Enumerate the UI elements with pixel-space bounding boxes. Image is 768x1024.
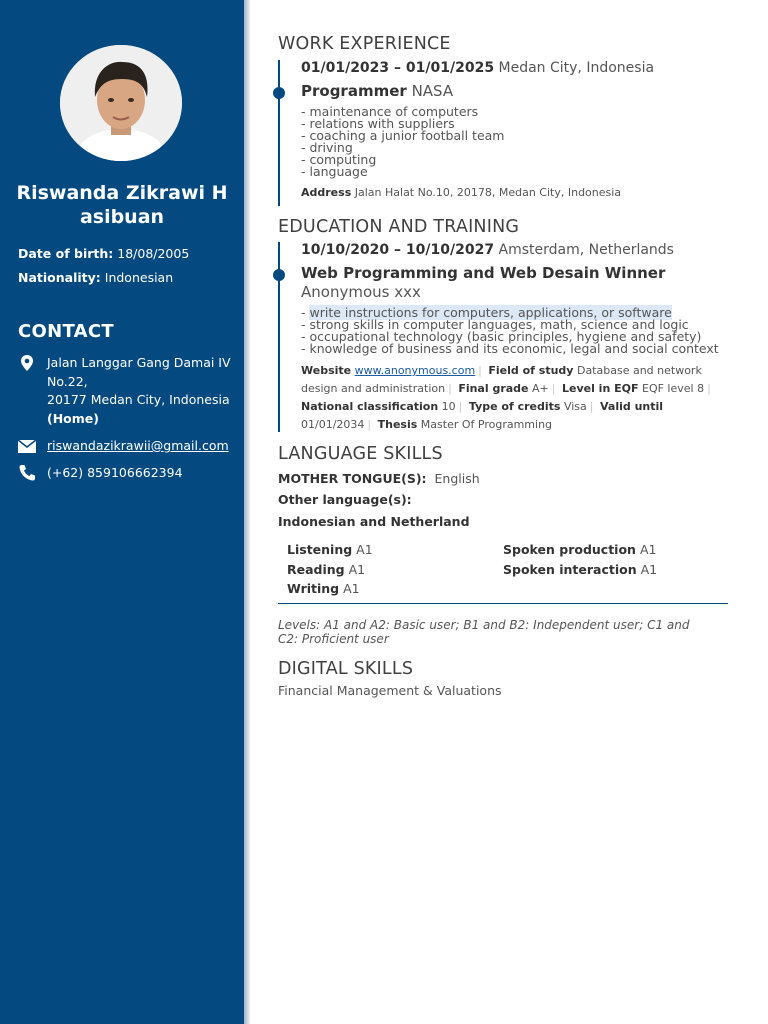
bullet-dash: - [301,305,310,320]
digital-skills-title: DIGITAL SKILLS [278,659,414,679]
work-employer: NASA [411,82,454,100]
qualification-title: Web Programming and Web Desain Winner [301,264,666,282]
field-value: Database and network design and administration [301,364,702,395]
date-of-birth [18,246,189,261]
location-pin-icon [18,354,36,372]
list-item: - knowledge of business and its economic, legal and social context [301,341,719,356]
work-address [301,184,731,202]
thesis-label: Thesis [377,418,418,431]
listening-value: A1 [356,542,373,557]
work-experience-title: WORK EXPERIENCE [278,34,451,54]
digital-skills-value: Financial Management & Valuations [278,683,502,698]
list-item: - coaching a junior football team [301,128,505,143]
education-dates [301,242,731,258]
work-date-range: 01/01/2023 – 01/01/2025 [301,60,495,76]
language-divider [278,603,728,604]
nationality [18,270,173,285]
email-icon [18,437,36,455]
grade-value: A+ [532,382,549,395]
spoken-production-skill [503,542,656,557]
eqf-label: Level in EQF [561,382,639,395]
address-line1: Jalan Langgar Gang Damai IV No.22, [47,355,231,389]
work-address-label: Address [301,186,352,199]
spoken-interaction-value: A1 [640,562,658,577]
thesis-value: Master Of Programming [420,418,553,431]
education-details: Website www.anonymous.com | Field of study Database and network design and administration | Final grade A+ | Level in EQF EQF level 8 | National classification 10 | Type of credits Visa | Valid until 01/01/2034 | Thesis Master Of Programming [301,364,711,431]
language-skills-title: LANGUAGE SKILLS [278,444,443,464]
writing-skill [287,581,360,596]
valid-label: Valid until [599,400,664,413]
nationality-value: Indonesian [104,270,174,285]
sidebar-divider [244,0,250,1024]
work-role [301,82,731,100]
other-language-value [278,514,470,529]
other-language-value-text: Indonesian and Netherland [278,514,470,529]
list-item: - occupational technology (basic principles, hygiene and safety) [301,329,702,344]
list-item: - strong skills in computer languages, math, science and logic [301,317,689,332]
listening-skill [287,542,373,557]
avatar [60,45,182,161]
list-item: - relations with suppliers [301,116,455,131]
spoken-production-label: Spoken production [503,542,636,557]
listening-label: Listening [287,542,353,557]
website-label: Website [301,364,352,377]
credits-label: Type of credits [468,400,561,413]
mother-tongue-label: MOTHER TONGUE(S): [278,471,427,486]
mother-tongue-value: English [434,471,480,486]
education-title: EDUCATION AND TRAINING [278,217,520,237]
work-role-title: Programmer [301,82,407,100]
work-timeline-dot [273,87,285,99]
dob-value: 18/08/2005 [117,246,190,261]
work-address-value: Jalan Halat No.10, 20178, Medan City, Indonesia [354,186,622,199]
education-bullets [301,307,731,355]
sidebar [0,0,244,1024]
address-line2: 20177 Medan City, Indonesia [47,392,230,407]
reading-value: A1 [348,562,366,577]
education-location: Amsterdam, Netherlands [498,242,674,258]
spoken-interaction-skill [503,562,657,577]
contact-title: CONTACT [18,321,114,342]
national-value: 10 [441,400,456,413]
education-organisation: Anonymous xxx [301,283,421,301]
other-language-label [278,492,412,507]
national-label: National classification [301,400,439,413]
list-item: - language [301,164,368,179]
person-name: Riswanda Zikrawi H asibuan [16,182,228,228]
highlighted-text: write instructions for computers, applications, or software [309,305,672,320]
writing-label: Writing [287,581,340,596]
eqf-value: EQF level 8 [642,382,705,395]
work-location: Medan City, Indonesia [498,60,655,76]
email-link[interactable]: riswandazikrawii@gmail.com [47,438,229,453]
work-bullets [301,106,731,178]
reading-skill [287,562,365,577]
writing-value: A1 [343,581,360,596]
nationality-label: Nationality: [18,270,101,285]
phone-icon [18,464,36,482]
phone-number: (+62) 859106662394 [47,465,183,480]
list-item: - maintenance of computers [301,104,479,119]
credits-value: Visa [563,400,587,413]
website-link[interactable]: www.anonymous.com [354,364,476,377]
dob-label: Date of birth: [18,246,114,261]
education-entry [301,242,731,434]
work-timeline-line [278,60,280,206]
work-dates [301,60,731,76]
reading-label: Reading [287,562,345,577]
list-item: - computing [301,152,377,167]
spoken-interaction-label: Spoken interaction [503,562,637,577]
other-language-label-text: Other language(s): [278,492,412,507]
valid-value: 01/01/2034 [301,418,365,431]
address-type: (Home) [47,410,99,426]
education-date-range: 10/10/2020 – 10/10/2027 [301,242,495,258]
mother-tongue [278,471,480,486]
grade-label: Final grade [458,382,529,395]
list-item: - driving [301,140,353,155]
field-label: Field of study [488,364,574,377]
work-entry [301,60,731,202]
spoken-production-value: A1 [639,542,657,557]
education-timeline-dot [273,269,285,281]
education-qualification [301,264,731,302]
levels-note: Levels: A1 and A2: Basic user; B1 and B2: Independent user; C1 and C2: Proficient user [278,618,690,646]
